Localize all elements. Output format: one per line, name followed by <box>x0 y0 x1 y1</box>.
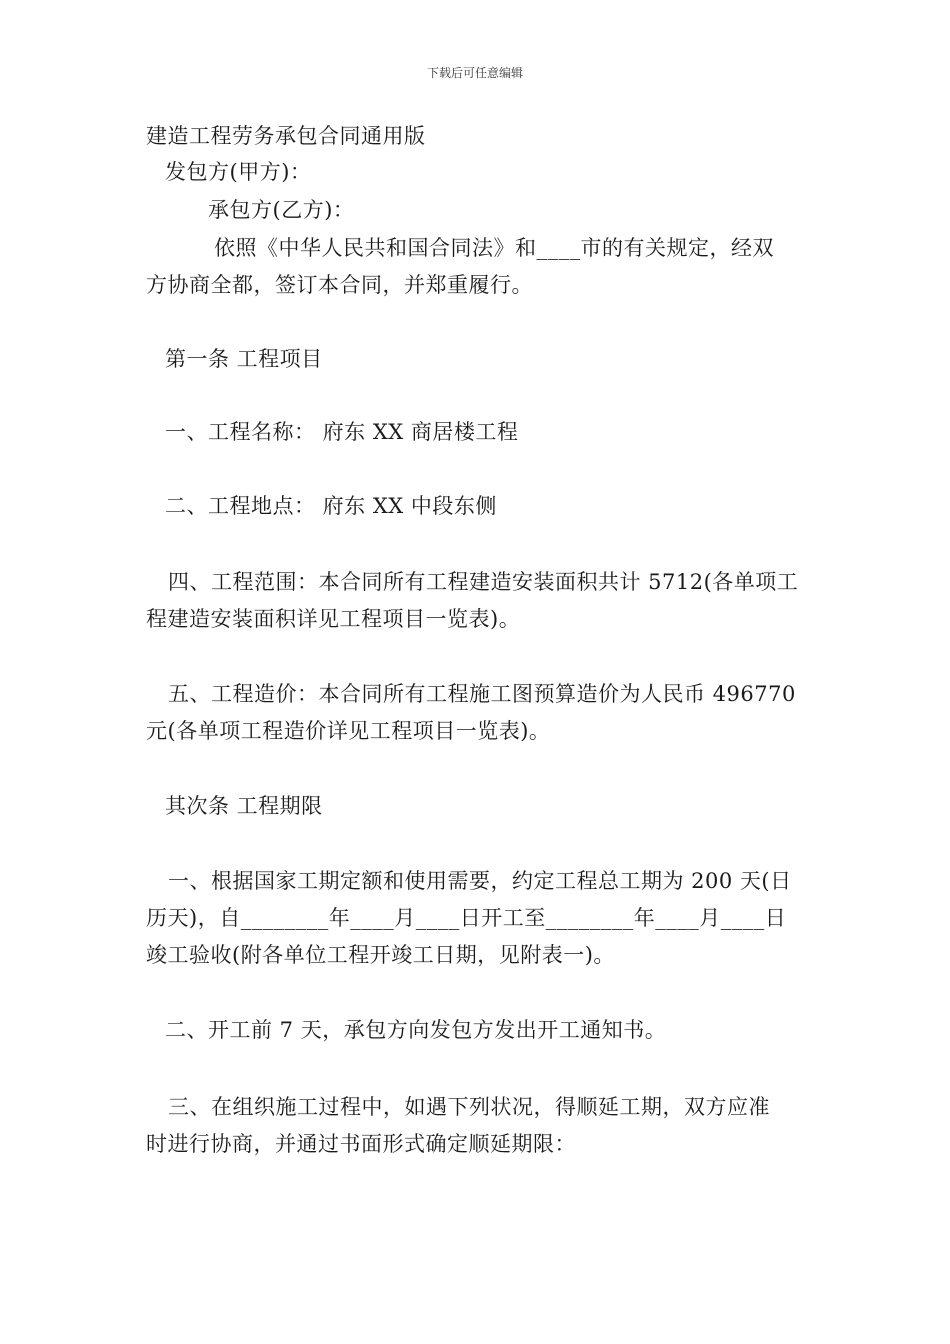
article-1-item-4-line-2: 程建造安装面积详见工程项目一览表)。 <box>146 607 521 631</box>
article-1-item-1: 一、工程名称： 府东 XX 商居楼工程 <box>165 420 519 444</box>
preamble-line-1: 依照《中华人民共和国合同法》和____市的有关规定，经双 <box>214 236 774 260</box>
article-1-item-4-line-1: 四、工程范围：本合同所有工程建造安装面积共计 5712(各单项工 <box>168 570 799 594</box>
article-1-item-2: 二、工程地点： 府东 XX 中段东侧 <box>165 494 497 518</box>
article-1-item-5-line-2: 元(各单项工程造价详见工程项目一览表)。 <box>146 719 551 743</box>
preamble-line-2: 方协商全都，签订本合同，并郑重履行。 <box>146 273 533 297</box>
article-2-item-1-line-3: 竣工验收(附各单位工程开竣工日期，见附表一)。 <box>146 943 615 967</box>
article-2-heading: 其次条 工程期限 <box>165 794 323 818</box>
article-2-item-1-line-1: 一、根据国家工期定额和使用需要，约定工程总工期为 200 天(日 <box>168 869 792 893</box>
page-header-note: 下载后可任意编辑 <box>426 66 523 80</box>
article-2-item-1-line-2: 历天)，自________年____月____日开工至________年____月____日 <box>146 906 787 930</box>
article-2-item-3-line-1: 三、在组织施工过程中，如遇下列状况，得顺延工期，双方应准 <box>168 1095 770 1119</box>
article-2-item-2: 二、开工前 7 天，承包方向发包方发出开工通知书。 <box>165 1018 667 1042</box>
document-title: 建造工程劳务承包合同通用版 <box>146 124 426 148</box>
party-a-line: 发包方(甲方)： <box>165 160 312 184</box>
party-b-line: 承包方(乙方)： <box>208 198 355 222</box>
article-1-item-5-line-1: 五、工程造价：本合同所有工程施工图预算造价为人民币 496770 <box>168 682 796 706</box>
article-2-item-3-line-2: 时进行协商，并通过书面形式确定顺延期限： <box>146 1132 576 1156</box>
article-1-heading: 第一条 工程项目 <box>165 347 323 371</box>
